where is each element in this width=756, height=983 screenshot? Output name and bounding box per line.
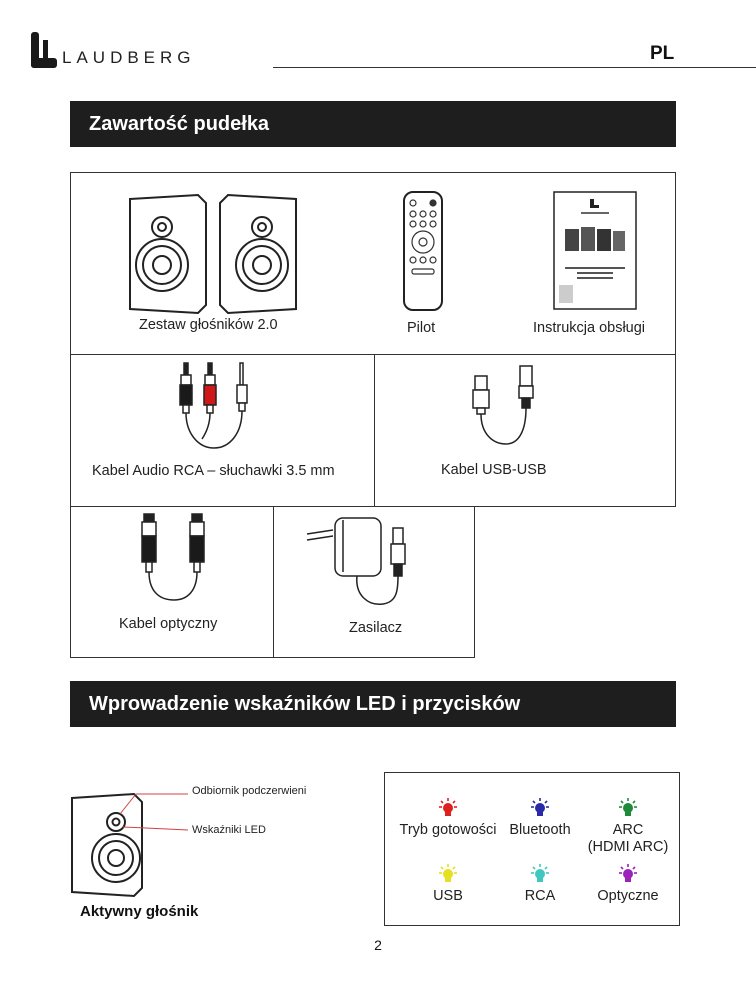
active-speaker-diagram-icon [70,792,220,903]
caption-remote: Pilot [407,320,436,336]
usb-cable-icon [468,366,538,453]
label-led-indicators: Wskaźniki LED [192,824,266,836]
speakers-illustration-icon [128,193,298,320]
section-title-box-contents: Zawartość pudełka [70,101,676,147]
laudberg-logo-icon [28,30,58,75]
remote-control-icon [402,190,444,319]
caption-active-speaker: Aktywny głośnik [80,903,199,920]
caption-power-adapter: Zasilacz [349,620,403,636]
rca-cable-icon [178,363,254,460]
led-bulb-icon [439,798,457,823]
led-bulb-icon [531,798,549,823]
page-number: 2 [374,937,382,953]
led-label: USB [433,888,463,904]
language-code: PL [650,43,675,64]
caption-usb-cable: Kabel USB-USB [441,462,547,478]
led-label: Tryb gotowości [399,822,497,838]
caption-speakers: Zestaw głośników 2.0 [139,317,278,333]
optical-cable-icon [138,514,210,609]
label-ir-receiver: Odbiornik podczerwieni [192,785,307,797]
power-adapter-icon [305,512,417,615]
led-bulb-icon [531,864,549,889]
led-label: ARC (HDMI ARC) [587,822,669,855]
led-label: Optyczne [597,888,659,904]
caption-manual: Instrukcja obsługi [533,320,646,336]
led-label: Bluetooth [509,822,571,838]
brand-name: LAUDBERG [62,48,196,67]
led-bulb-icon [619,798,637,823]
caption-rca-cable: Kabel Audio RCA – słuchawki 3.5 mm [92,463,335,479]
led-label: RCA [524,888,556,904]
caption-optical-cable: Kabel optyczny [119,616,218,632]
header-divider [273,67,756,68]
led-bulb-icon [439,864,457,889]
user-manual-icon [553,191,637,316]
led-bulb-icon [619,864,637,889]
section-title-led-buttons: Wprowadzenie wskaźników LED i przycisków [70,681,676,727]
